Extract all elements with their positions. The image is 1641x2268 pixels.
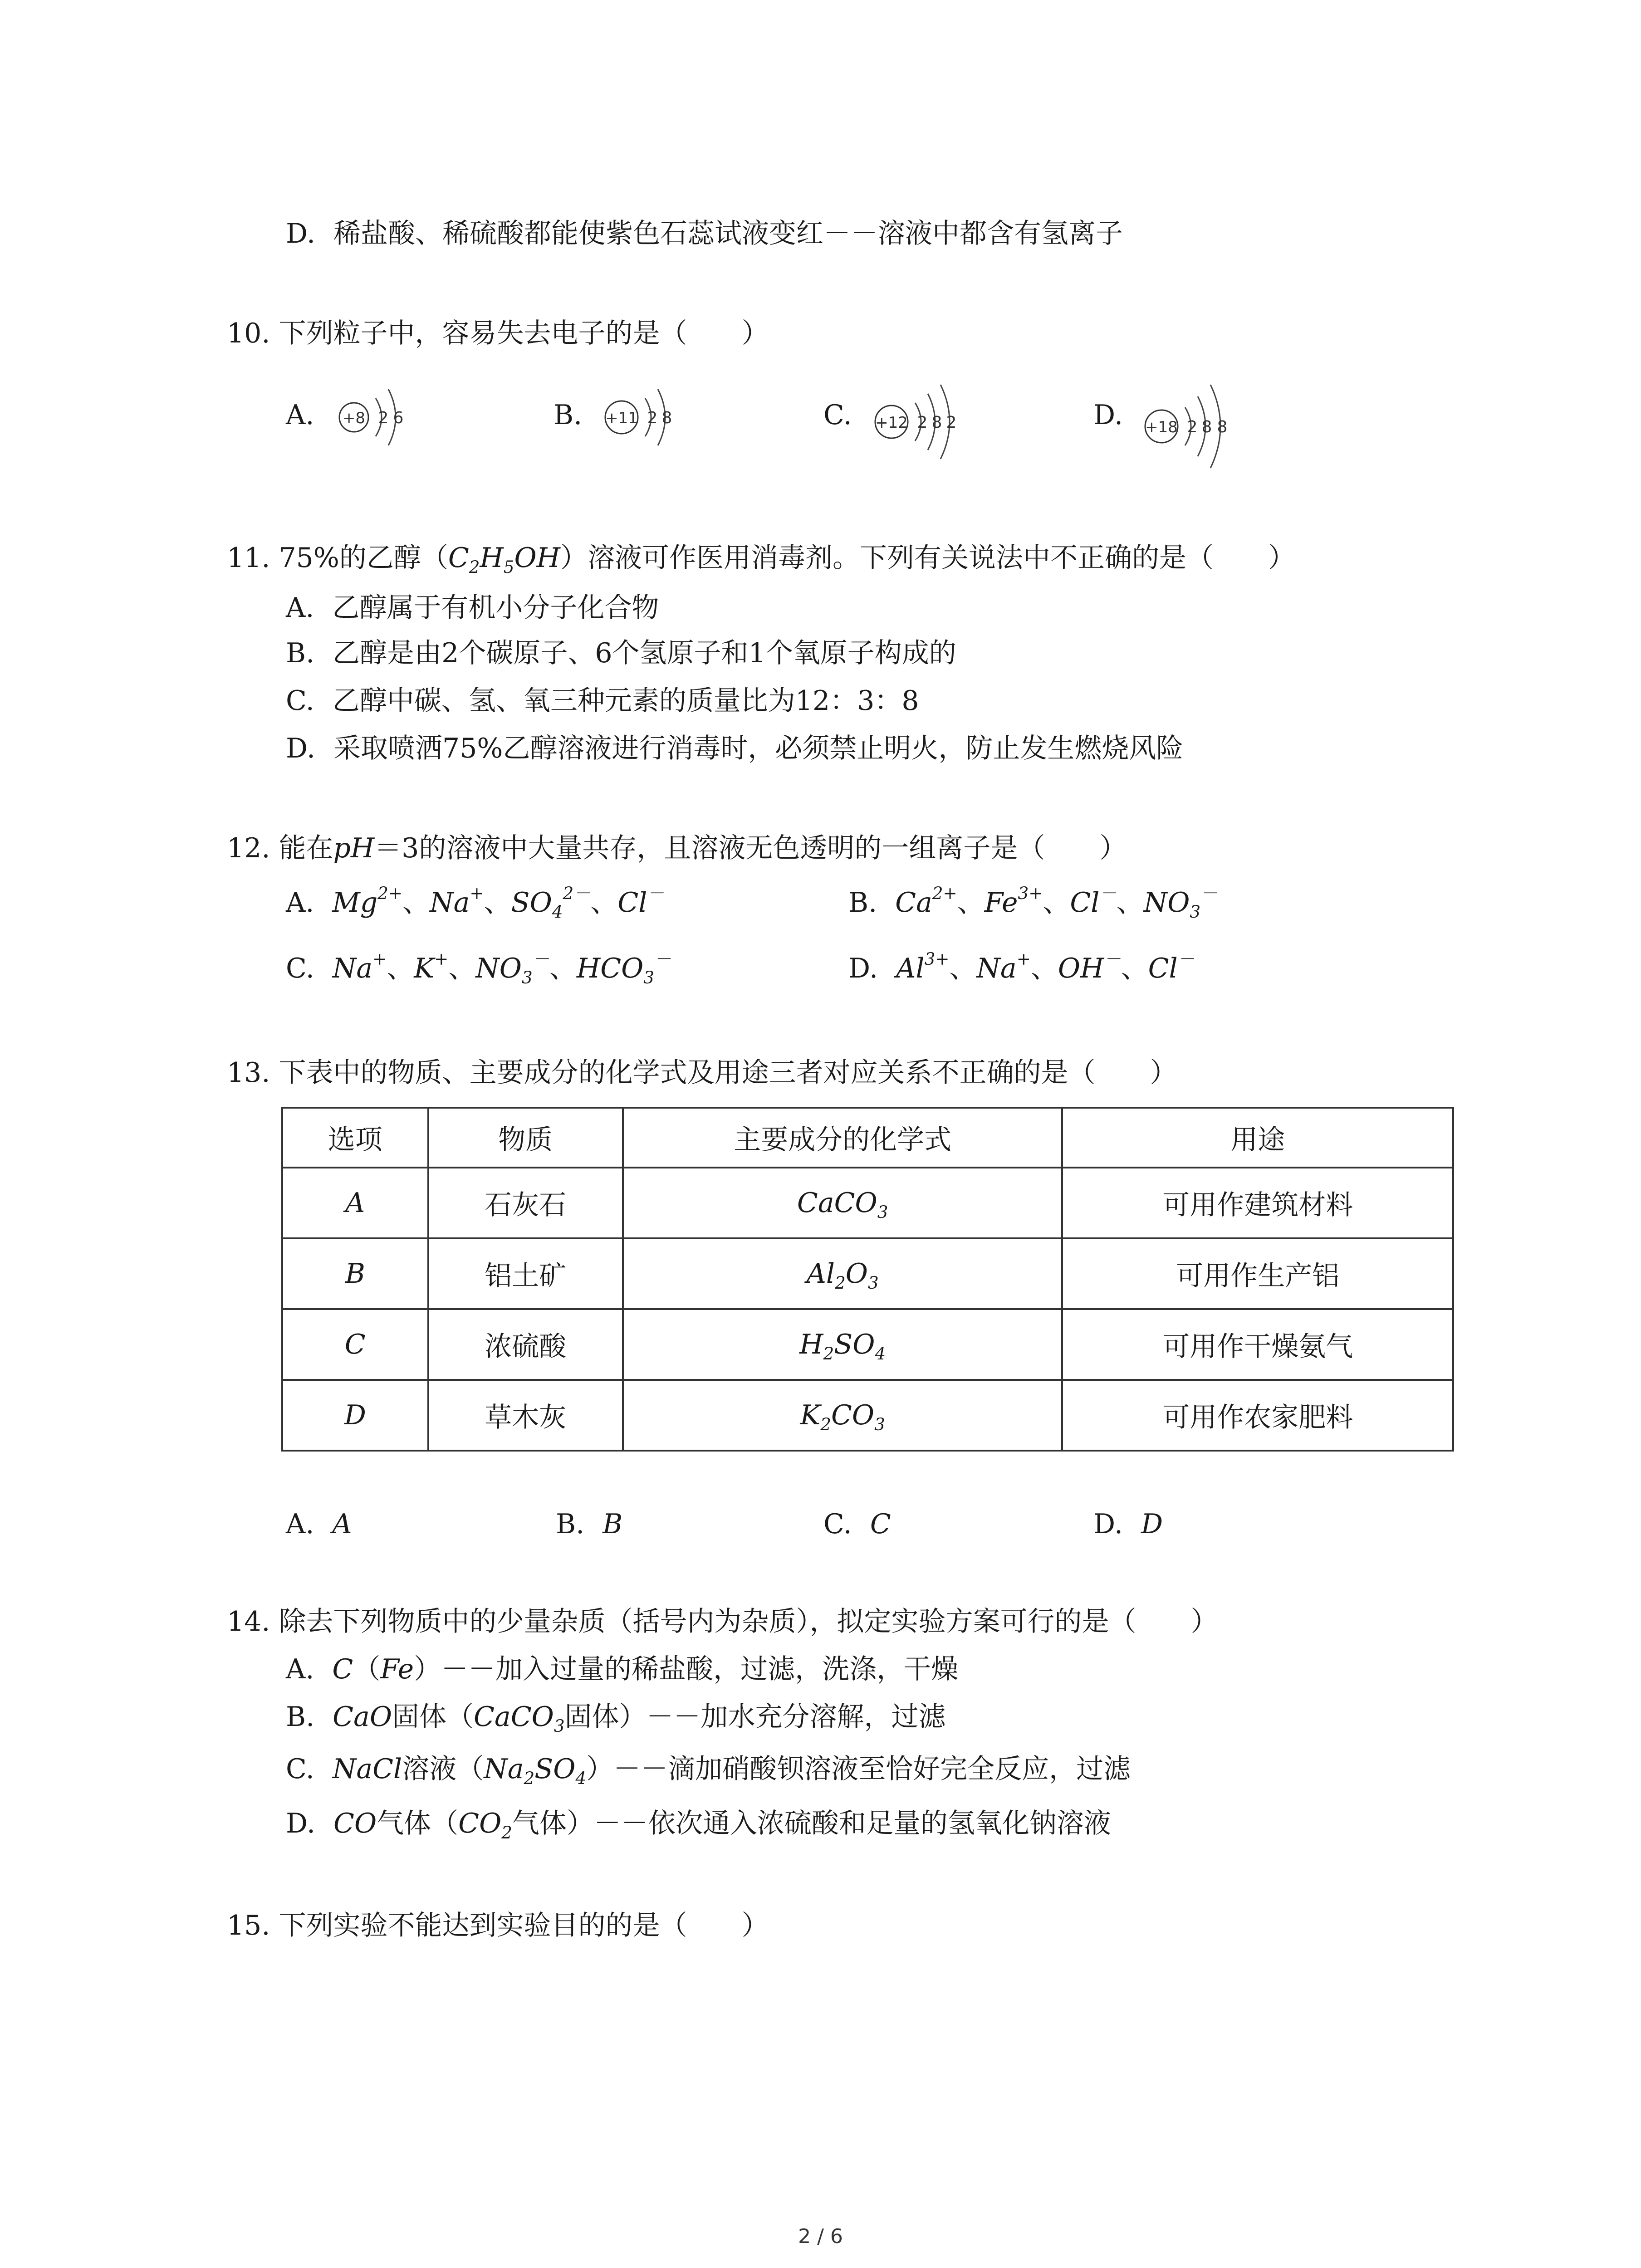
table-cell: 铝土矿 (428, 1238, 623, 1309)
atom-structure-a (331, 376, 449, 458)
q14-option-c: C. NaCl溶液$(Na_2SO_4)--$滴加硝酸钡溶液至恰好完全反应，过滤 (286, 1753, 1131, 1789)
table-cell: C (282, 1309, 428, 1380)
atom-structure-d (1139, 376, 1266, 476)
q11-stem: 11. 75%的乙醇$(C_2H_5OH)$溶液可作医用消毒剂。下列有关说法中不正确的是（ ） (227, 542, 1295, 577)
q13-stem: 13. 下表中的物质、主要成分的化学式及用途三者对应关系不正确的是（ ） (227, 1057, 1177, 1089)
table-cell: 可用作干燥氨气 (1062, 1309, 1453, 1380)
table-header: 主要成分的化学式 (623, 1108, 1063, 1168)
table-cell: B (282, 1238, 428, 1309)
q13-answer-a: A. A (286, 1508, 352, 1540)
table-row (282, 1238, 1453, 1309)
table-cell: $Al_2O_3$ (623, 1238, 1063, 1309)
svg-text:+12: +12 (875, 414, 908, 432)
svg-text:2: 2 (946, 413, 957, 432)
atom-structure-b (599, 376, 717, 458)
table-cell: CaCO$_3$ (623, 1168, 1063, 1238)
q13-answer-c: C. C (823, 1508, 891, 1540)
q14-stem: 14. 除去下列物质中的少量杂质（括号内为杂质），拟定实验方案可行的是（ ） (227, 1606, 1218, 1637)
table-cell: 石灰石 (428, 1168, 623, 1238)
table-header: 选项 (282, 1108, 428, 1168)
table-cell: 草木灰 (428, 1380, 623, 1451)
q14-option-b: B. CaO固体（CaCO$_3$固体）－－加水充分溶解，过滤 (286, 1701, 946, 1736)
table-cell: D (282, 1380, 428, 1451)
table-header: 物质 (428, 1108, 623, 1168)
table-cell: A (282, 1168, 428, 1238)
page-number: 2 / 6 (798, 2225, 843, 2248)
q11-option-d: D. 采取喷洒75%乙醇溶液进行消毒时，必须禁止明火，防止发生燃烧风险 (286, 733, 1184, 764)
q13-answer-d: D. D (1093, 1508, 1163, 1540)
table-row (282, 1168, 1453, 1238)
svg-text:+8: +8 (342, 409, 366, 427)
q15-stem: 15. 下列实验不能达到实验目的的是（ ） (227, 1910, 769, 1941)
q11-option-a: A. 乙醇属于有机小分子化合物 (286, 592, 659, 624)
table-cell: 可用作农家肥料 (1062, 1380, 1453, 1451)
q12-option-d: D. $Al^{3+}$、Na+、OH－、Cl－ (848, 949, 1195, 984)
svg-text:2: 2 (647, 409, 658, 427)
table-cell: $K_2CO_3$ (623, 1380, 1063, 1451)
svg-text:+18: +18 (1145, 418, 1178, 436)
q12-option-c: C. Na+、K+、$NO_3^-$、$HCO_3^-$ (286, 949, 671, 988)
table-cell: $H_2SO_4$ (623, 1309, 1063, 1380)
q11-option-c: C. 乙醇中碳、氢、氧三种元素的质量比为12：3：8 (286, 685, 919, 717)
svg-text:8: 8 (1217, 418, 1228, 436)
svg-text:8: 8 (931, 413, 942, 432)
atom-structure-c (869, 376, 996, 467)
q13-table (281, 1107, 1454, 1452)
table-header: 用途 (1062, 1108, 1453, 1168)
table-cell: 可用作建筑材料 (1062, 1168, 1453, 1238)
q14-option-a: A. C（Fe）－－加入过量的稀盐酸，过滤，洗涤，干燥 (286, 1653, 959, 1685)
svg-text:6: 6 (393, 409, 404, 427)
svg-text:+11: +11 (605, 409, 638, 427)
q10-stem: 10. 下列粒子中，容易失去电子的是（ ） (227, 318, 769, 349)
svg-text:2: 2 (1187, 418, 1198, 436)
q9-option-d: D. 稀盐酸、稀硫酸都能使紫色石蕊试液变红－－溶液中都含有氢离子 (286, 218, 1123, 249)
q11-option-b: B. 乙醇是由2个碳原子、6个氢原子和1个氧原子构成的 (286, 637, 956, 669)
svg-text:8: 8 (661, 409, 672, 427)
table-row (282, 1309, 1453, 1380)
table-cell: 可用作生产铝 (1062, 1238, 1453, 1309)
q14-option-d: D. CO气体（$CO_2$气体）－－依次通入浓硫酸和足量的氢氧化钠溶液 (286, 1808, 1111, 1843)
table-cell: 浓硫酸 (428, 1309, 623, 1380)
svg-text:2: 2 (378, 409, 389, 427)
q12-option-a: A. $Mg^{2+}$、Na+、$SO_4^{2-}$、Cl－ (286, 883, 664, 922)
svg-text:8: 8 (1201, 418, 1212, 436)
q12-option-b: B. $Ca^{2+}$、$Fe^{3+}$、Cl－、$NO_3^-$ (848, 883, 1218, 922)
table-row (282, 1380, 1453, 1451)
svg-text:2: 2 (917, 413, 928, 432)
q12-stem: 12. 能在pH＝3的溶液中大量共存，且溶液无色透明的一组离子是（ ） (227, 832, 1127, 864)
table-header-row (282, 1108, 1453, 1168)
q13-answer-b: B. B (556, 1508, 623, 1540)
